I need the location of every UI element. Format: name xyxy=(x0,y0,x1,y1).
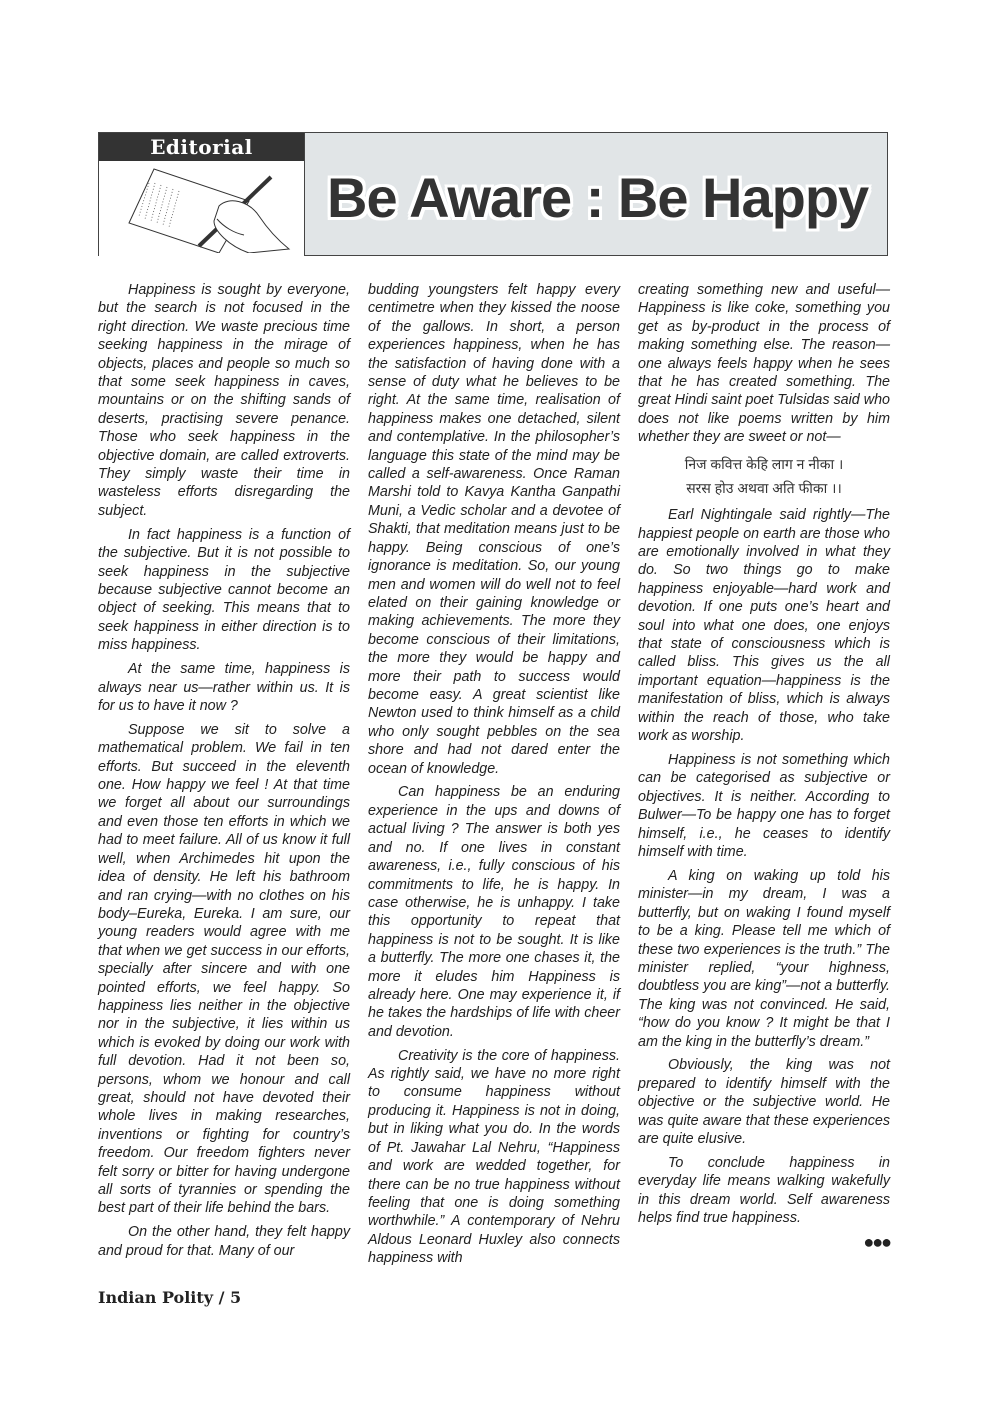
paragraph: Suppose we sit to solve a mathematical problem. We fail in ten efforts. But succeed in the eleventh one. How happy we feel ! At that time we forget all about our surroundings and even those ten efforts in which we had to meet failure. All of us know it full well, when Archimedes hit upon the idea of density. He left his bathroom and ran crying—with no clothes on his body–Eureka, Eureka. I am sure, our young readers would agree with me that when we get success in our efforts, specially after sincere and with one pointed efforts, we feel happy. So happiness lies neither in the objective nor in the subjective, it lies within us which is evoked by doing our work with full devotion. Had it not been so, persons, whom we honour and call great, should not have devoted their whole lives in making researches, inventions or fighting for country’s freedom. Our freedom fighters never felt sorry or bitter for having undergone all sorts of tyrannies or spending the best part of their life behind the bars. xyxy=(98,721,350,1217)
paragraph: Creativity is the core of happiness. As rightly said, we have no more right to consume happiness without producing it. Happiness is not in doing, but in liking what you do. In the words of Pt. Jawahar Lal Nehru, “Happiness and work are wedded together, for there can be no true happiness without feeling that one is doing something worthwhile.” A contemporary of Nehru Aldous Leonard Huxley also connects happiness with xyxy=(368,1047,620,1267)
paragraph: Obviously, the king was not prepared to identify himself with the objective or the subjective world. He was quite aware that these experiences are quite elusive. xyxy=(638,1057,890,1148)
paragraph: A king on waking up told his minister—in my dream, I was a butterfly, but on waking I found myself to be a king. Please tell me which of these two experiences is the truth.” The minister replied, “your highness, doubtless you are king”—not a butterfly. The king was not convinced. He said, “how do you know ? It might be that I am the king in the butterfly’s dream.” xyxy=(638,867,890,1050)
title-box xyxy=(305,133,887,255)
end-mark: ●●● xyxy=(863,1232,890,1253)
paragraph: budding youngsters felt happy every centimetre when they kissed the noose of the gallows. In short, a person experiences happiness, when he has the satisfaction of having done with a sense of duty what he believes to be right. At the same time, realisation of happiness makes one detached, silent and contemplative. In the philosopher’s language this state of the mind may be called a self-awareness. Once Raman Marshi told to Kavya Kantha Ganpathi Muni, a Vedic scholar and a devotee of Shakti, that meditation means just to be happy. Being conscious of one’s ignorance is meditation. So, our young men and women will do well not to feel elated on their gaining knowledge or making achievements. The more they become conscious of their limitations, the more they would be happy and more their path to success would become easy. A great scientist like Newton used to think himself as a child who only sought pebbles on the sea shore and had not dared enter the ocean of knowledge. xyxy=(368,282,620,777)
paragraph: creating something new and useful—Happiness is like coke, something you get as by-product in the process of making something else. The reason—one always feels happy when he sees that he has created something. The great Hindi saint poet Tulsidas said who does not like poems written by him whether they are sweet or not— xyxy=(638,282,890,446)
paragraph: In fact happiness is a function of the subjective. But it is not possible to seek happiness in the subjective because subjective cannot become an object of seeking. This means that to seek happiness in either direction is to miss happiness. xyxy=(98,526,350,654)
hindi-verse xyxy=(638,452,890,500)
writing-hand-illustration xyxy=(99,161,304,258)
column-3 xyxy=(638,281,890,1252)
paragraph: On the other hand, they felt happy and proud for that. Many of our xyxy=(98,1224,350,1259)
paragraph: Can happiness be an enduring experience in the ups and downs of actual living ? The answer is both yes and no. If one lives in constant awareness, i.e., fully conscious of his commitments to life, he is happy. In case otherwise, he is unhappy. I take this opportunity to repeat that happiness is not to be sought. It is like a butterfly. The more one chases it, the more it eludes him Happiness is already here. One may experience it, if he takes the hardships of life with cheer and devotion. xyxy=(368,784,620,1040)
paragraph: At the same time, happiness is always near us—rather within us. It is for us to have it now ? xyxy=(98,661,350,714)
verse-line: सरस होउ अथवा अति फीका ।। xyxy=(686,480,842,497)
page-footer: Indian Polity / 5 xyxy=(98,1288,242,1307)
paragraph: To conclude happiness in everyday life means walking wakefully in this dream world. Self awareness helps find true happiness. xyxy=(638,1154,890,1227)
page-title: Be Aware : Be Happy xyxy=(327,165,869,229)
section-label: Editorial xyxy=(99,133,304,161)
paragraph: Earl Nightingale said rightly—The happiest people on earth are those who are emotionally involved in what they do. So two things go to make happiness enjoyable—hard work and devotion. If one puts one’s heart and soul into what one does, one enjoys that state of consciousness which is called bliss. This gives us the all important equation—happiness is the manifestation of bliss, which is always within the reach of those, who take work as worship. xyxy=(638,507,890,745)
section-badge xyxy=(99,133,305,255)
verse-line: निज कवित्त केहि लाग न नीका । xyxy=(684,456,844,473)
column-1 xyxy=(98,281,350,1266)
editorial-header xyxy=(98,132,888,256)
paragraph: Happiness is not something which can be categorised as subjective or objectives. It is neither. According to Bulwer—To be happy one has to forget himself, i.e., he ceases to identify himself with time. xyxy=(638,751,890,860)
paragraph: Happiness is sought by everyone, but the search is not focused in the right direction. We waste precious time seeking happiness in the mirage of objects, places and people so much so that some seek happiness in caves, mountains or on the shifting sands of deserts, practising severe penance. Those who seek happiness in the objective domain, are called extroverts. They simply waste their time in wasteless efforts disregarding the subject. xyxy=(98,282,350,519)
column-2 xyxy=(368,281,620,1273)
